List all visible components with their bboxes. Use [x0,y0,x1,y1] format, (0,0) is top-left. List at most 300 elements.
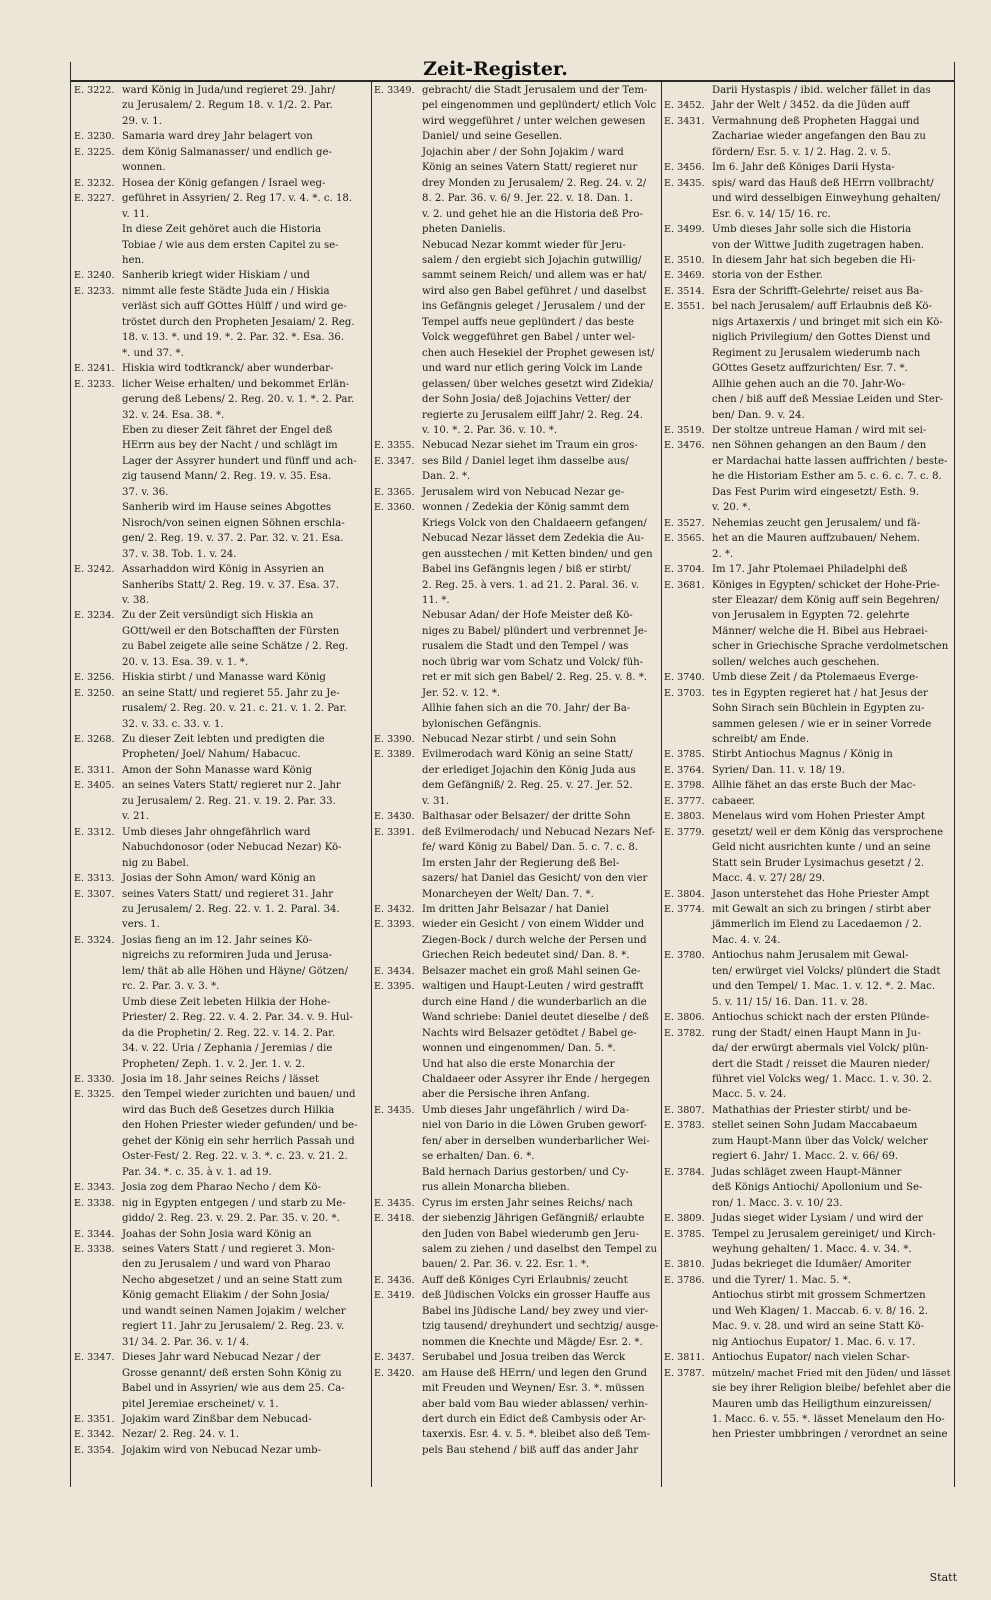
register-line [664,268,954,283]
register-line [374,1319,660,1334]
entry-text: Syrien/ Dan. 11. v. 18/ 19. [712,764,845,776]
entry-text: Jojakim ward Zinßbar dem Nebucad- [122,1413,312,1425]
register-line [374,979,660,994]
right-border [954,62,955,1487]
register-line [74,408,370,423]
register-line [664,979,954,994]
entry-text: den Juden von Babel wiederumb gen Jeru- [422,1228,640,1240]
register-line [74,222,370,237]
entry-text: zum Haupt-Mann über das Volck/ welcher [712,1135,928,1147]
entry-text: den Hohen Priester wieder gefunden/ und be- [122,1120,358,1132]
year-label: E. 3349. [374,85,415,96]
entry-text: Grosse genannt/ deß ersten Sohn König zu [122,1367,342,1379]
register-line [374,902,660,917]
year-label: E. 3233. [74,378,115,390]
year-label: E. 3785. [664,749,705,761]
year-label: E. 3330. [74,1074,115,1085]
register-line [374,778,660,793]
entry-text: Par. 34. *. c. 35. à v. 1. ad 19. [122,1166,272,1178]
year-label: E. 3519. [664,424,705,436]
register-line [74,531,370,546]
year-label: E. 3810. [664,1259,705,1271]
register-line [374,469,660,484]
entry-text: jämmerlich im Elend zu Lacedaemon / 2. [712,919,922,931]
register-line [664,871,954,886]
register-line [74,299,370,314]
column-2 [374,83,660,1483]
register-line [664,933,954,948]
year-label: E. 3347. [74,1352,115,1364]
register-line [74,268,370,283]
register-line [374,995,660,1010]
register-line [374,933,660,948]
column-3 [664,83,954,1483]
year-label: E. 3811. [664,1352,705,1364]
year-label: E. 3405. [74,780,115,792]
entry-text: Kriegs Volck von den Chaldaeern gefangen/ [422,517,647,529]
register-line [374,701,660,716]
register-line [74,485,370,500]
entry-text: Geld nicht ausrichten kunte / und an seine [712,842,931,854]
register-line [74,1288,370,1303]
entry-text: Umb dieses Jahr ungefährlich / wird Da- [422,1104,630,1116]
entry-text: Macc. 5. v. 24. [712,1089,787,1101]
entry-text: Tempel auffs neue geplündert / das beste [422,316,635,328]
register-line [374,222,660,237]
entry-text: verläst sich auff GOttes Hülff / und wird ge- [122,301,347,313]
register-line [664,346,954,361]
entry-text: 2. *. [712,548,734,560]
register-line [374,809,660,824]
register-line [664,454,954,469]
register-line [74,578,370,593]
register-line [664,531,954,546]
register-line [374,361,660,376]
register-line [374,686,660,701]
register-line [374,500,660,515]
register-line [374,747,660,762]
register-line [74,763,370,778]
entry-text: Monarcheyen der Welt/ Dan. 7. *. [422,888,594,900]
register-line [664,1319,954,1334]
entry-text: 5. v. 11/ 15/ 16. Dan. 11. v. 28. [712,996,868,1008]
register-line [664,995,954,1010]
entry-text: Joahas der Sohn Josia ward König an [122,1228,312,1240]
entry-text: ster Eleazar/ dem König auff sein Begehren/ [712,594,940,606]
entry-text: rc. 2. Par. 3. v. 3. *. [122,981,220,993]
year-label: E. 3456. [664,162,705,174]
register-line [374,1443,660,1458]
entry-text: pel eingenommen und geplündert/ etlich Volc [422,100,657,112]
entry-text: Josia zog dem Pharao Necho / dem Kö- [122,1182,321,1194]
register-line [374,1041,660,1056]
register-line [74,1273,370,1288]
entry-text: Mathathias der Priester stirbt/ und be- [712,1104,912,1116]
register-line [664,1087,954,1102]
register-line [374,593,660,608]
year-label: E. 3342. [74,1429,115,1441]
register-line [374,1412,660,1427]
year-label: E. 3256. [74,672,115,684]
register-line [374,438,660,453]
register-line [664,83,954,98]
register-line [74,516,370,531]
register-line [74,732,370,747]
register-line [664,763,954,778]
register-line [664,160,954,175]
entry-text: scher in Griechische Sprache verdolmetschen [712,641,949,653]
entry-text: ward König in Juda/und regieret 29. Jahr/ [122,85,336,96]
register-line [374,608,660,623]
entry-text: Jojakim wird von Nebucad Nezar umb- [122,1444,322,1456]
entry-text: mit Freuden und Weynen/ Esr. 3. *. müssen [422,1383,645,1395]
register-line [374,253,660,268]
register-line [74,825,370,840]
register-line [664,191,954,206]
register-line [664,299,954,314]
entry-text: 20. v. 13. Esa. 39. v. 1. *. [122,656,249,668]
register-line [664,1366,954,1381]
entry-text: dem Gefängniß/ 2. Reg. 25. v. 27. Jer. 52. [422,780,633,792]
entry-text: chen / biß auff deß Messiae Leiden und Ster- [712,394,944,406]
year-label: E. 3514. [664,285,705,297]
entry-text: storia von der Esther. [712,270,823,282]
register-line [74,809,370,824]
entry-text: wonnen. [122,162,166,174]
entry-text: Nebucad Nezar lässet dem Zedekia die Au- [422,533,645,545]
entry-text: stellet seinen Sohn Judam Maccabaeum [712,1120,918,1132]
entry-text: Ziegen-Bock / durch welche der Persen und [422,934,647,946]
year-label: E. 3807. [664,1104,705,1116]
entry-text: 2. Reg. 25. à vers. 1. ad 21. 2. Paral. 36. v. [422,579,639,591]
register-line [74,964,370,979]
register-line [664,284,954,299]
register-line [374,1242,660,1257]
register-line [74,624,370,639]
entry-text: dem König Salmanasser/ und endlich ge- [122,146,332,158]
register-line [74,1196,370,1211]
entry-text: da/ der erwürgt abermals viel Volck/ plün- [712,1043,929,1055]
entry-text: HErrn aus bey der Nacht / und schlägt im [122,440,338,452]
register-line [664,1427,954,1442]
year-label: E. 3344. [74,1228,115,1240]
register-line [664,423,954,438]
entry-text: König gemacht Eliakim / der Sohn Josia/ [122,1290,330,1302]
column-rule-1 [371,82,372,1487]
year-label: E. 3779. [664,826,705,838]
entry-text: In diese Zeit gehöret auch die Historia [122,224,322,236]
entry-text: nommen die Knechte und Mägde/ Esr. 2. *. [422,1336,643,1348]
register-line [374,377,660,392]
register-line [374,732,660,747]
entry-text: cabaeer. [712,795,756,807]
entry-text: 11. *. [422,594,450,606]
register-line [664,330,954,345]
entry-text: v. 2. und gehet hie an die Historia deß Pro- [422,208,643,220]
entry-text: durch eine Hand / die wunderbarlich an die [422,996,647,1008]
register-line [664,717,954,732]
year-label: E. 3222. [74,85,115,96]
year-label: E. 3798. [664,780,705,792]
entry-text: Antiochus schickt nach der ersten Plünde- [712,1012,930,1024]
entry-text: drey Monden zu Jerusalem/ 2. Reg. 24. v. 2/ [422,177,647,189]
entry-text: v. 21. [122,811,150,823]
register-line [664,887,954,902]
register-line [664,222,954,237]
register-line [74,1227,370,1242]
entry-text: lem/ thät ab alle Höhen und Häyne/ Götzen/ [122,965,348,977]
register-line [374,948,660,963]
register-line [374,856,660,871]
entry-text: den zu Jerusalem / und ward von Pharao [122,1259,331,1271]
register-line [74,1180,370,1195]
year-label: E. 3452. [664,100,705,112]
register-line [664,1211,954,1226]
register-line [74,145,370,160]
register-line [74,1149,370,1164]
year-label: E. 3393. [374,919,415,931]
entry-text: und den Tempel/ 1. Mac. 1. v. 12. *. 2. Mac. [712,981,936,993]
register-line [74,655,370,670]
entry-text: Josias der Sohn Amon/ ward König an [122,873,316,885]
entry-text: Sanherib wird im Hause seines Abgottes [122,502,332,514]
entry-text: Priester/ 2. Reg. 22. v. 4. 2. Par. 34. v. 9. Hul- [122,1012,353,1024]
catchword: Statt [929,1571,957,1584]
entry-text: schreibt/ am Ende. [712,734,810,746]
year-label: E. 3774. [664,904,705,916]
year-label: E. 3338. [74,1243,115,1255]
year-label: E. 3225. [74,146,115,158]
entry-text: Tobiae / wie aus dem ersten Capitel zu se- [122,239,339,251]
register-line [374,1273,660,1288]
entry-text: 18. v. 13. *. und 19. *. 2. Par. 32. *. Esa. 36. [122,332,345,344]
entry-text: het an die Mauren auffzubauen/ Nehem. [712,533,920,545]
entry-text: se erhalten/ Dan. 6. *. [422,1151,535,1163]
register-line [374,1427,660,1442]
year-label: E. 3430. [374,811,415,823]
year-label: E. 3311. [74,764,115,776]
year-label: E. 3268. [74,734,115,746]
register-line [664,114,954,129]
entry-text: Jahr der Welt / 3452. da die Jüden auff [712,100,910,112]
year-label: E. 3351. [74,1413,115,1425]
register-line [374,392,660,407]
entry-text: ret er mit sich gen Babel/ 2. Reg. 25. v. 8. *. [422,672,648,684]
entry-text: 34. v. 22. Uria / Zephania / Jeremias / die [122,1043,333,1055]
register-line [664,794,954,809]
year-label: E. 3764. [664,764,705,776]
entry-text: Im ersten Jahr der Regierung deß Bel- [422,857,620,869]
register-line [664,392,954,407]
entry-text: tes in Egypten regieret hat / hat Jesus der [712,687,928,699]
register-line [664,500,954,515]
register-line [74,670,370,685]
register-line [374,531,660,546]
entry-text: Evilmerodach ward König an seine Statt/ [422,749,633,761]
register-line [664,377,954,392]
register-line [664,1397,954,1412]
register-line [374,1134,660,1149]
register-line [74,1087,370,1102]
year-label: E. 3418. [374,1213,415,1225]
register-line [374,114,660,129]
register-line [664,624,954,639]
entry-text: sazers/ hat Daniel das Gesicht/ von den vier [422,873,648,885]
register-line [664,902,954,917]
register-line [374,145,660,160]
register-line [74,438,370,453]
register-line [74,160,370,175]
entry-text: führet viel Volcks weg/ 1. Macc. 1. v. 30. 2. [712,1074,932,1085]
entry-text: GOtt/weil er den Botschafften der Fürsten [122,625,340,637]
entry-text: sie bey ihrer Religion bleibe/ befehlet aber die [712,1383,951,1395]
register-line [664,408,954,423]
year-label: E. 3437. [374,1352,415,1364]
year-label: E. 3232. [74,177,115,189]
entry-text: Assarhaddon wird König in Assyrien an [122,564,324,576]
register-line [74,346,370,361]
register-line [374,330,660,345]
entry-text: gebracht/ die Stadt Jerusalem und der Tem- [422,85,648,96]
year-label: E. 3551. [664,301,705,313]
entry-text: Chaldaeer oder Assyrer ihr Ende / hergegen [422,1074,650,1085]
entry-text: am Hause deß HErrn/ und legen den Grund [422,1367,648,1379]
register-line [374,1196,660,1211]
entry-text: Nisroch/von seinen eignen Söhnen erschla- [122,517,345,529]
register-line [374,315,660,330]
year-label: E. 3233. [74,285,115,297]
entry-text: niges zu Babel/ plündert und verbrennet Je- [422,625,648,637]
register-line [664,1288,954,1303]
register-line [664,1103,954,1118]
register-line [664,686,954,701]
entry-text: v. 10. *. 2. Par. 36. v. 10. *. [422,424,558,436]
register-line [374,346,660,361]
entry-text: mit Gewalt an sich zu bringen / stirbt aber [712,904,931,916]
entry-text: Jason unterstehet das Hohe Priester Ampt [712,888,930,900]
register-line [664,655,954,670]
entry-text: Auff deß Königes Cyri Erlaubnis/ zeucht [422,1274,628,1286]
entry-text: Nebucad Nezar siehet im Traum ein gros- [422,440,638,452]
register-line [664,1149,954,1164]
year-label: E. 3390. [374,734,415,746]
year-label: E. 3338. [74,1197,115,1209]
entry-text: waltigen und Haupt-Leuten / wird gestrafft [422,981,644,993]
register-line [74,639,370,654]
year-label: E. 3431. [664,115,705,127]
register-line [374,454,660,469]
register-line [74,608,370,623]
entry-text: Umb diese Zeit lebeten Hilkia der Hohe- [122,996,331,1008]
register-line [74,191,370,206]
register-line [74,377,370,392]
entry-text: Nachts wird Belsazer getödtet / Babel ge- [422,1027,637,1039]
entry-text: Daniel/ und seine Gesellen. [422,131,563,143]
register-line [374,485,660,500]
register-line [374,1397,660,1412]
entry-text: und Weh Klagen/ 1. Maccab. 6. v. 8/ 16. 2. [712,1305,928,1317]
register-line [74,207,370,222]
entry-text: Nabuchdonosor (oder Nebucad Nezar) Kö- [122,842,342,854]
register-line [374,1149,660,1164]
register-line [74,840,370,855]
year-label: E. 3783. [664,1120,705,1132]
column-1 [74,83,370,1483]
register-line [74,1335,370,1350]
register-line [374,547,660,562]
entry-text: Tempel zu Jerusalem gereiniget/ und Kirch- [712,1228,936,1240]
year-label: E. 3435. [374,1197,415,1209]
entry-text: zig tausend Mann/ 2. Reg. 19. v. 35. Esa. [122,471,332,483]
register-line [74,1010,370,1025]
entry-text: deß Evilmerodach/ und Nebucad Nezars Nef- [422,826,656,838]
register-line [664,608,954,623]
register-line [664,1010,954,1025]
register-line [664,562,954,577]
register-line [374,1072,660,1087]
entry-text: Babel ins Gefängnis legen / biß er stirbt/ [422,564,631,576]
register-line [374,1118,660,1133]
entry-text: Hiskia stirbt / und Manasse ward König [122,672,326,684]
entry-text: rus allein Monarcha blieben. [422,1182,570,1194]
entry-text: zu Babel zeigete alle seine Schätze / 2. Reg. [122,641,349,653]
entry-text: König an seines Vatern Statt/ regieret nur [422,162,638,174]
year-label: E. 3499. [664,224,705,236]
entry-text: weyhung gehalten/ 1. Macc. 4. v. 34. *. [712,1243,912,1255]
entry-text: da die Prophetin/ 2. Reg. 22. v. 14. 2. Par. [122,1027,336,1039]
register-line [374,871,660,886]
entry-text: nig in Egypten entgegen / und starb zu Me- [122,1197,346,1209]
register-line [664,1134,954,1149]
entry-text: 29. v. 1. [122,115,162,127]
year-label: E. 3242. [74,564,115,576]
entry-text: Samaria ward drey Jahr belagert von [122,131,313,143]
register-line [74,1366,370,1381]
year-label: E. 3435. [374,1104,415,1116]
entry-text: und ward nur etlich gering Volck im Lande [422,363,643,375]
register-line [74,423,370,438]
entry-text: wird also gen Babel geführet / und daselbst [422,285,647,297]
entry-text: Babel ins Jüdische Land/ bey zwey und vier- [422,1305,649,1317]
register-line [74,979,370,994]
register-line [74,547,370,562]
register-line [74,1412,370,1427]
entry-text: dert die Stadt / reisset die Mauren nieder/ [712,1058,930,1070]
entry-text: mützeln/ machet Fried mit den Jüden/ und lässet [712,1367,951,1379]
entry-text: Judas sieget wider Lysiam / und wird der [712,1213,923,1225]
entry-text: Mauren umb das Heiligthum einzureissen/ [712,1398,932,1410]
entry-text: hen. [122,254,145,266]
entry-text: 37. v. 36. [122,486,169,498]
register-line [664,964,954,979]
register-line [374,191,660,206]
entry-text: Der stoltze untreue Haman / wird mit sei- [712,424,927,436]
year-label: E. 3365. [374,486,415,498]
entry-text: Belsazer machet ein groß Mahl seinen Ge- [422,965,641,977]
register-line [664,948,954,963]
entry-text: deß Jüdischen Volcks ein grosser Hauffe aus [422,1290,651,1302]
entry-text: wonnen / Zedekia der König sammt dem [422,502,630,514]
entry-text: gen ausstechen / mit Ketten binden/ und gen [422,548,653,560]
entry-text: Cyrus im ersten Jahr seines Reichs/ nach [422,1197,633,1209]
entry-text: Umb dieses Jahr ohngefährlich ward [122,826,311,838]
entry-text: Propheten/ Joel/ Nahum/ Habacuc. [122,749,301,761]
entry-text: Josia im 18. Jahr seines Reichs / lässet [122,1074,320,1085]
entry-text: bylonischen Gefängnis. [422,718,542,730]
entry-text: Macc. 4. v. 27/ 28/ 29. [712,873,826,885]
register-line [374,562,660,577]
year-label: E. 3436. [374,1274,415,1286]
